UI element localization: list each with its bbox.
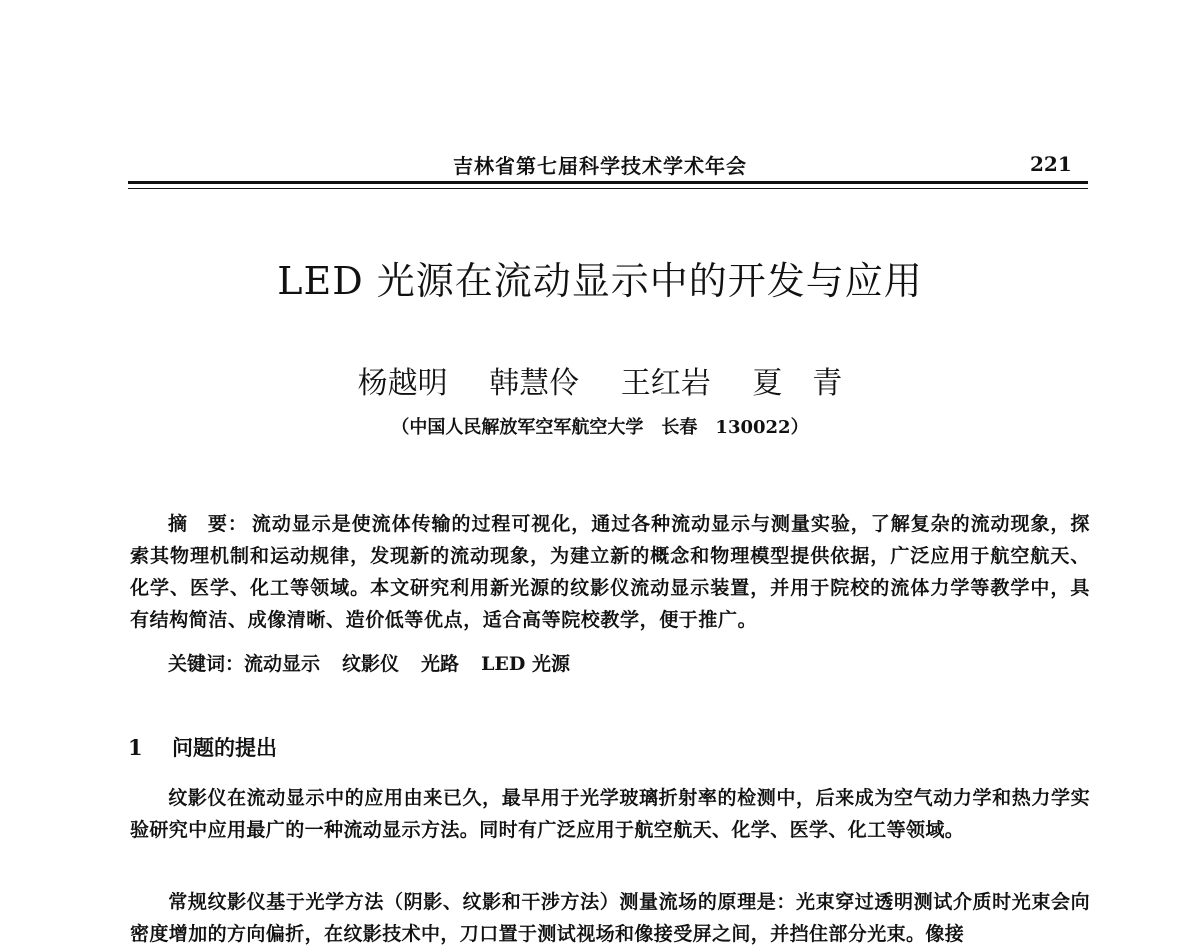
keyword: LED 光源 (481, 653, 570, 675)
abstract-text: 流动显示是使流体传输的过程可视化，通过各种流动显示与测量实验，了解复杂的流动现象，探索其物理机制和运动规律，发现新的流动现象，为建立新的概念和物理模型提供依据，广泛应用于航空航天、化学、医学、化工等领域。本文研究利用新光源的纹影仪流动显示装置，并用于院校的流体力学等教学中，具有结构简洁、成像清晰、造价低等优点，适合高等院校教学，便于推广。 (130, 513, 1090, 631)
abstract-label: 摘 要： (168, 513, 248, 535)
author-name: 杨越明 (357, 366, 448, 401)
author-list (100, 358, 1100, 402)
paragraph-text: 常规纹影仪基于光学方法（阴影、纹影和干涉方法）测量流场的原理是：光束穿过透明测试介质时光束会向密度增加的方向偏折，在纹影技术中，刀口置于测试视场和像接受屏之间，并挡住部分光束。像接 (130, 891, 1090, 945)
keyword: 纹影仪 (342, 653, 400, 675)
author-name: 夏 青 (752, 366, 843, 401)
keywords-label: 关键词： (168, 653, 245, 675)
section-heading (128, 732, 277, 762)
body-paragraph (130, 782, 1090, 846)
header-rule-thick (128, 181, 1088, 184)
running-header-title: 吉林省第七届科学技术学术年会 (453, 154, 747, 178)
abstract (130, 508, 1090, 636)
header-rule-thin (128, 188, 1088, 189)
keywords (130, 648, 1090, 680)
section-number: 1 (128, 735, 143, 760)
keyword: 光路 (421, 653, 460, 675)
body-paragraph (130, 886, 1090, 950)
page-number: 221 (1030, 152, 1072, 176)
paragraph-text: 纹影仪在流动显示中的应用由来已久，最早用于光学玻璃折射率的检测中，后来成为空气动力学和热力学实验研究中应用最广的一种流动显示方法。同时有广泛应用于航空航天、化学、医学、化工等领域。 (130, 787, 1090, 841)
keyword: 流动显示 (244, 653, 321, 675)
affiliation: （中国人民解放军空军航空大学 长春 130022） (391, 417, 809, 438)
section-title: 问题的提出 (172, 735, 277, 760)
author-name: 王红岩 (620, 366, 711, 401)
paper-title: LED 光源在流动显示中的开发与应用 (277, 259, 923, 303)
author-name: 韩慧伶 (489, 366, 580, 401)
